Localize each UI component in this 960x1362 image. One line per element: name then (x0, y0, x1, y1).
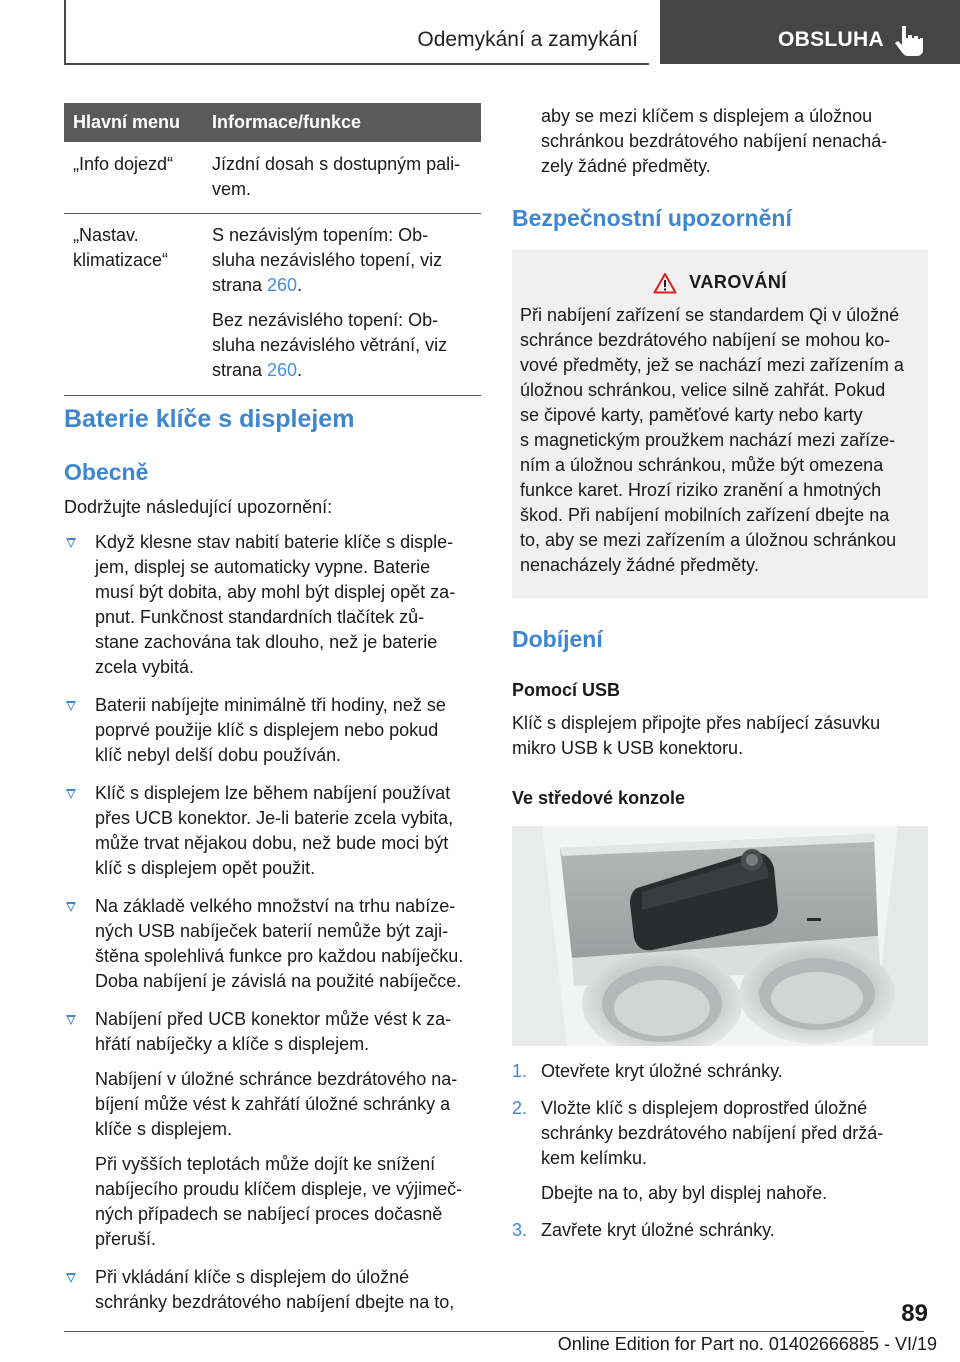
list-item (64, 693, 484, 768)
text-line: aby se mezi klíčem s displejem a úložnou (541, 106, 873, 126)
text-line: zely žádné předměty. (541, 156, 711, 176)
charging-heading: Dobíjení (512, 626, 603, 652)
text-line: ných případech se nabíjecí proces dočasně (95, 1204, 443, 1224)
triangle-bullet-icon (66, 538, 76, 548)
page-link[interactable]: 260 (267, 360, 298, 380)
list-item (64, 894, 484, 994)
header-bottom-rule (64, 63, 649, 65)
table-row (64, 142, 481, 214)
text-line: funkce karet. Hrozí riziko zranění a hmotných (520, 480, 882, 500)
text-line: vové předměty, jež se nachází mezi zařízením a (520, 355, 904, 375)
text-line: Otevřete kryt úložné schránky. (541, 1061, 783, 1081)
table-cell-info (204, 223, 481, 383)
text-line: přes UCB konektor. Je-li baterie zcela vybita, (95, 808, 454, 828)
table-header (64, 103, 481, 142)
text-line: nabíjecího proudu klíčem displeje, ve výjimeč- (95, 1179, 463, 1199)
warning-box (512, 250, 928, 598)
text-line: to, aby se mezi zařízením a úložnou schránkou (520, 530, 897, 550)
intro-text: Dodržujte následující upozornění: (64, 497, 333, 517)
list-item (512, 1059, 928, 1084)
list-item (512, 1218, 928, 1243)
text-line: klíče s displejem. (95, 1119, 233, 1139)
text-line: ných USB nabíječek baterií nemůže být zaji- (95, 921, 449, 941)
text-line: Při vyšších teplotách může dojít ke snížení (95, 1154, 436, 1174)
paragraph (95, 1067, 484, 1142)
menu-table (64, 103, 481, 396)
text-line: Doba nabíjení je závislá na použité nabíječce. (95, 971, 462, 991)
text-line: „Nastav. (73, 225, 139, 245)
text-line: jem, displej se automaticky vypne. Baterie (95, 557, 431, 577)
text-line: strana (212, 275, 268, 295)
text-line: klíč s displejem opět použit. (95, 858, 316, 878)
page-number: 89 (901, 1300, 928, 1327)
text-line: škod. Při nabíjení mobilních zařízení dbejte na (520, 505, 890, 525)
text-line: Nabíjení před UCB konektor může vést k za- (95, 1009, 452, 1029)
table-row (64, 214, 481, 396)
subsection-heading: Obecně (64, 459, 149, 485)
text-line: sluha nezávislého větrání, viz (212, 335, 448, 355)
footer-edition: Online Edition for Part no. 01402666885 - VI/19 (557, 1334, 937, 1354)
center-console-photo (512, 826, 928, 1046)
text-line: bíjení může vést k zahřátí úložné schránky a (95, 1094, 451, 1114)
text-line: schránkou bezdrátového nabíjení nenachá- (541, 131, 888, 151)
warning-label: VAROVÁNÍ (689, 272, 787, 292)
triangle-bullet-icon (66, 701, 76, 711)
usb-heading: Pomocí USB (512, 680, 621, 700)
step-number: 1. (512, 1061, 528, 1081)
paragraph (541, 1096, 928, 1171)
text-line: poprvé použije klíč s displejem nebo pokud (95, 720, 439, 740)
list-item (64, 1007, 484, 1252)
triangle-bullet-icon (66, 1273, 76, 1283)
step-number: 3. (512, 1220, 528, 1240)
text-line: klíč nebyl delší dobu používán. (95, 745, 342, 765)
section-heading: Baterie klíče s displejem (64, 405, 355, 433)
text-line: stane zachována tak dlouho, než je baterie (95, 632, 438, 652)
triangle-bullet-icon (66, 902, 76, 912)
col-header-menu: Hlavní menu (73, 112, 181, 132)
table-cell-menu (64, 223, 204, 383)
list-item (64, 1265, 484, 1315)
text-line: schránce bezdrátového nabíjení se mohou ko- (520, 330, 891, 350)
footer-rule (64, 1331, 864, 1332)
text-line: klimatizace“ (73, 250, 169, 270)
table-cell-info (204, 152, 481, 202)
safety-heading: Bezpečnostní upozornění (512, 205, 792, 231)
text-line: schránky bezdrátového nabíjení před držá- (541, 1123, 884, 1143)
text-line: S nezávislým topením: Ob- (212, 225, 429, 245)
text-line: mikro USB k USB konektoru. (512, 738, 744, 758)
paragraph: Bez nezávislého topení: Ob- sluha nezávislého větrání, viz strana 260. (212, 308, 481, 383)
list-item (64, 530, 484, 680)
list-item (64, 781, 484, 881)
hand-pointer-icon (892, 22, 928, 58)
text-line: nenacházely žádné předměty. (520, 555, 759, 575)
paragraph: S nezávislým topením: Ob- sluha nezávislého topení, viz strana 260. (212, 223, 481, 298)
text-line: Nabíjení v úložné schránce bezdrátového na- (95, 1069, 458, 1089)
page-link[interactable]: 260 (267, 275, 298, 295)
steps-list (512, 1059, 928, 1255)
text-line: Při nabíjení zařízení se standardem Qi v úložné (520, 305, 900, 325)
bullet-list (64, 530, 484, 1328)
text-line: pnut. Funkčnost standardních tlačítek zů- (95, 607, 425, 627)
text-line: úložnou schránkou, velice silně zahřát. Pokud (520, 380, 886, 400)
text-line: sluha nezávislého topení, viz (212, 250, 443, 270)
text-line: schránky bezdrátového nabíjení dbejte na to, (95, 1292, 455, 1312)
text-line: Bez nezávislého topení: Ob- (212, 310, 439, 330)
text-line: Klíč s displejem připojte přes nabíjecí zásuvku (512, 713, 881, 733)
list-item (512, 1096, 928, 1206)
chapter-title: Odemykání a zamykání (417, 28, 638, 51)
text-line: přeruší. (95, 1229, 157, 1249)
text-line: se čipové karty, paměťové karty nebo karty (520, 405, 863, 425)
text-line: hřátí nabíječky a klíče s displejem. (95, 1034, 370, 1054)
text-line: Jízdní dosah s dostupným pali- (212, 154, 461, 174)
text-line: Vložte klíč s displejem doprostřed úložné (541, 1098, 868, 1118)
text-line: s magnetickým proužkem nachází mezi zaříze- (520, 430, 896, 450)
usb-text (512, 711, 928, 761)
text-line: štěna spolehlivá funkce pro každou nabíječku. (95, 946, 464, 966)
section-label: OBSLUHA (778, 28, 884, 51)
warning-triangle-icon (653, 272, 677, 294)
console-heading: Ve středové konzole (512, 788, 686, 808)
table-cell-menu: „Info dojezd“ (73, 154, 174, 174)
text-line: Když klesne stav nabití baterie klíče s disple- (95, 532, 454, 552)
text-line: Na základě velkého množství na trhu nabíze- (95, 896, 456, 916)
step-note: Dbejte na to, aby byl displej nahoře. (541, 1183, 828, 1203)
paragraph (95, 1007, 484, 1057)
warning-text (520, 303, 920, 578)
text-line: strana (212, 360, 268, 380)
text-line: ním a úložnou schránkou, může být omezena (520, 455, 884, 475)
header-left-rule (64, 0, 66, 64)
paragraph (95, 1152, 484, 1252)
continuation-text (541, 104, 931, 179)
triangle-bullet-icon (66, 1015, 76, 1025)
warning-header (520, 270, 920, 295)
text-line: kem kelímku. (541, 1148, 648, 1168)
text-line: Při vkládání klíče s displejem do úložné (95, 1267, 410, 1287)
text-line: Klíč s displejem lze během nabíjení používat (95, 783, 451, 803)
col-header-info: Informace/funkce (212, 112, 362, 132)
text-line: Zavřete kryt úložné schránky. (541, 1220, 775, 1240)
text-line: může trvat nějakou dobu, než bude moci být (95, 833, 449, 853)
triangle-bullet-icon (66, 789, 76, 799)
text-line: vem. (212, 179, 252, 199)
text-line: Baterii nabíjejte minimálně tři hodiny, než se (95, 695, 446, 715)
text-line: musí být dobita, aby mohl být displej opět za- (95, 582, 456, 602)
text-line: zcela vybitá. (95, 657, 195, 677)
step-number: 2. (512, 1098, 528, 1118)
